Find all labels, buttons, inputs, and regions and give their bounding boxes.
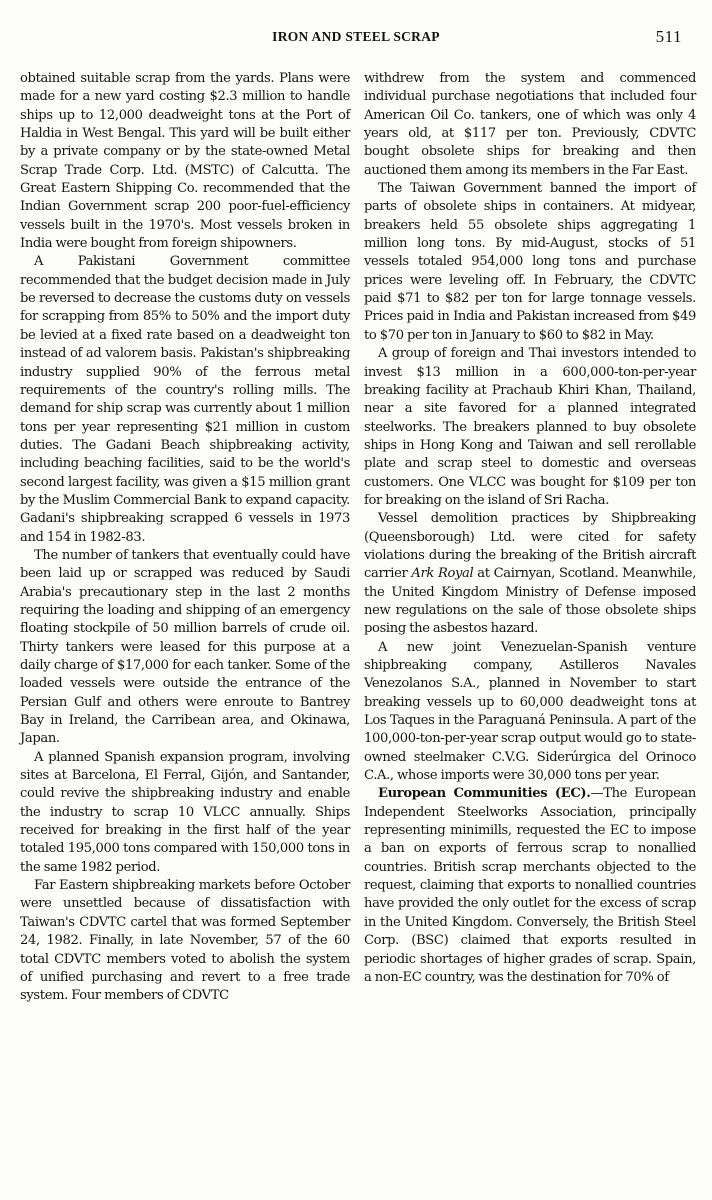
page-title: IRON AND STEEL SCRAP [272, 29, 440, 44]
paragraph-far-east: Far Eastern shipbreaking markets before October were unsettled because of dissatisfaction with Taiwan's CDVTC cartel that was formed September 24, 1982. Finally, in late November, 57 of the 60 total CDVTC members voted to abolish the system of unified purchasing and revert to a free trade system. Four members of CDVTC [20, 878, 350, 1004]
paragraph-cdvtc-continuation: withdrew from the system and commenced individual purchase negotiations that included four American Oil Co. tankers, one of which was only 4 years old, at $117 per ton. Previously, CDVTC bought obsolete ships for breaking and then auctioned them among its members in the Far East. [364, 71, 696, 178]
paragraph-india-continuation: obtained suitable scrap from the yards. Plans were made for a new yard costing $2.3 million to handle ships up to 12,000 deadweight tons at the Port of Haldia in West Bengal. This yard will be built either by a private company or by the state-owned Metal Scrap Trade Corp. Ltd. (MSTC) of Calcutta. The Great Eastern Shipping Co. recommended that the Indian Government scrap 200 poor-fuel-efficiency vessels built in the 1970's. Most vessels broken in India were bought from foreign shipowners. [20, 71, 350, 252]
paragraph-spain: A planned Spanish expansion program, involving sites at Barcelona, El Ferral, Gijón, and Santander, could revive the shipbreaking industry and enable the industry to scrap 10 VLCC annually. Ships received for breaking in the first half of the year totaled 195,000 tons compared with 150,000 tons in the same 1982 period. [20, 749, 350, 875]
page-number: 511 [655, 27, 682, 46]
paragraph-pakistan: A Pakistani Government committee recommended that the budget decision made in July be reversed to decrease the customs duty on vessels for scrapping from 85% to 50% and the import duty be levied at a fixed rate based on a deadweight ton instead of ad valorem basis. Pakistan's shipbreaking industry supplied 90% of the ferrous metal requirements of the country's rolling mills. The demand for ship scrap was currently about 1 million tons per year representing $21 million in custom duties. The Gadani Beach shipbreaking activity, including beaching facilities, said to be the world's second largest facility, was given a $15 million grant by the Muslim Commercial Bank to expand capacity. Gadani's shipbreaking scrapped 6 vessels in 1973 and 154 in 1982-83. [20, 254, 350, 545]
paragraph-european-communities [364, 785, 696, 987]
ark-royal-text-before: Vessel demolition practices by Shipbreaking (Queensborough) Ltd. were cited for safety violations during the breaking of the British aircraft carrier [364, 511, 696, 582]
paragraph-saudi-tankers: The number of tankers that eventually could have been laid up or scrapped was reduced by Saudi Arabia's precautionary step in the last 2 months requiring the loading and shipping of an emergency floating stockpile of 50 million barrels of crude oil. Thirty tankers were leased for this purpose at a daily charge of $17,000 for each tanker. Some of the loaded vessels were outside the entrance of the Persian Gulf and others were enroute to Bantrey Bay in Ireland, the Carribean area, and Okinawa, Japan. [20, 547, 350, 747]
right-column [364, 70, 696, 987]
paragraph-taiwan: The Taiwan Government banned the import of parts of obsolete ships in containers. At midyear, breakers held 55 obsolete ships aggregating 1 million long tons. By mid-August, stocks of 51 vessels totaled 954,000 long tons and purchase prices were leveling off. In February, the CDVTC paid $71 to $82 per ton for large tonnage vessels. Prices paid in India and Pakistan increased from $49 to $70 per ton in January to $60 to $82 in May. [364, 181, 696, 343]
ark-royal-text-after: at Cairnyan, Scotland. Meanwhile, the United Kingdom Ministry of Defense imposed new regulations on the sale of those obsolete ships posing the asbestos hazard. [364, 566, 697, 637]
ark-royal-ship-name: Ark Royal [411, 566, 474, 582]
ec-body-text: —The European Independent Steelworks Association, principally representing minimills, requested the EC to impose a ban on exports of ferrous scrap to nonallied countries. British scrap merchants objected to the request, claiming that exports to nonallied countries have provided the only outlet for the excess of scrap in the United Kingdom. Conversely, the British Steel Corp. (BSC) claimed that exports resulted in periodic shortages of higher grades of scrap. Spain, a non-EC country, was the destination for 70% of [364, 786, 697, 985]
paragraph-thailand: A group of foreign and Thai investors intended to invest $13 million in a 600,000-ton-per-year breaking facility at Prachaub Khiri Khan, Thailand, near a site favored for a planned integrated steelworks. The breakers planned to buy obsolete ships in Hong Kong and Taiwan and sell rerollable plate and scrap steel to domestic and overseas customers. One VLCC was bought for $109 per ton for breaking on the island of Sri Racha. [364, 346, 696, 508]
section-heading-ec: European Communities (EC). [378, 786, 591, 802]
left-column [20, 70, 350, 1006]
running-header [0, 27, 712, 49]
paragraph-ark-royal [364, 510, 696, 638]
paragraph-venezuela: A new joint Venezuelan-Spanish venture shipbreaking company, Astilleros Navales Venezolanos S.A., planned in November to start breaking vessels up to 60,000 deadweight tons at Los Taques in the Paraguaná Peninsula. A part of the 100,000-ton-per-year scrap output would go to state-owned steelmaker C.V.G. Siderúrgica del Orinoco C.A., whose imports were 30,000 tons per year. [364, 639, 696, 784]
